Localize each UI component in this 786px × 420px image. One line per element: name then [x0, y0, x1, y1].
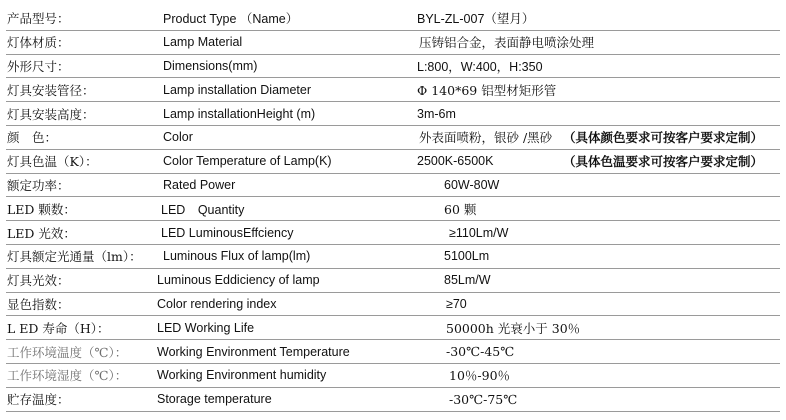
spec-row-color [6, 126, 780, 150]
spec-row-luminous-flux [6, 245, 780, 269]
en-label: LED Quantity [161, 202, 245, 217]
en-label: Working Environment humidity [157, 368, 327, 383]
spec-row-lamp-efficacy [6, 269, 780, 293]
custom-note: （具体色温要求可按客户要求定制） [563, 154, 764, 170]
cn-label: 灯体材质： [7, 35, 70, 51]
spec-value: 60W-80W [444, 177, 500, 192]
en-label: LED Working Life [157, 320, 255, 335]
spec-value: 2500K-6500K [417, 154, 494, 169]
en-label: Lamp installationHeight (m) [163, 106, 316, 121]
spec-row-rated-power [6, 174, 780, 198]
en-label: Lamp installation Diameter [163, 82, 311, 97]
spec-value: -30℃-75℃ [449, 391, 518, 407]
spec-value: 外表面喷粉，银砂 /黑砂 [419, 130, 553, 146]
spec-value: 85Lm/W [444, 273, 491, 288]
en-label: Storage temperature [157, 392, 272, 407]
en-label: LED LuminousEffciency [161, 225, 294, 240]
spec-row-led-efficiency [6, 221, 780, 245]
cn-label: 灯具光效： [7, 273, 70, 289]
en-label: Luminous Eddiciency of lamp [157, 273, 320, 288]
cn-label: 工作环境温度（℃）： [7, 344, 128, 360]
cn-label: 显色指数： [7, 296, 70, 312]
spec-row-storage-temperature [6, 388, 780, 412]
en-label: Color [163, 130, 193, 145]
en-label: Product Type （Name） [163, 12, 299, 27]
spec-row-product-type [6, 7, 780, 31]
cn-label: LED 颗数： [7, 201, 76, 217]
en-label: Rated Power [163, 177, 236, 192]
cn-label: 额定功率： [7, 177, 70, 193]
spec-row-install-diameter [6, 78, 780, 102]
spec-value: Φ 140*69 铝型材矩形管 [417, 82, 557, 98]
en-label: Dimensions(mm) [163, 58, 258, 73]
cn-label: LED 光效： [7, 225, 76, 241]
spec-value: ≥70 [446, 296, 467, 311]
spec-value: 60 颗 [444, 201, 477, 217]
spec-row-working-temperature [6, 340, 780, 364]
cn-label: 颜 色： [7, 130, 58, 146]
spec-row-led-quantity [6, 197, 780, 221]
spec-row-cri [6, 293, 780, 317]
custom-note: （具体颜色要求可按客户要求定制） [563, 130, 764, 146]
spec-row-install-height [6, 102, 780, 126]
spec-value: ≥110Lm/W [449, 225, 509, 240]
en-label: Color rendering index [157, 296, 277, 311]
en-label: Luminous Flux of lamp(lm) [163, 249, 311, 264]
spec-value: 10％-90％ [449, 368, 511, 384]
spec-row-dimensions [6, 55, 780, 79]
en-label: Lamp Material [163, 35, 243, 50]
spec-row-working-life [6, 316, 780, 340]
cn-label: 贮存温度： [7, 392, 70, 408]
cn-label: 外形尺寸： [7, 58, 70, 74]
cn-label: L ED 寿命（H）： [7, 320, 110, 336]
cn-label: 灯具额定光通量（lm）： [7, 249, 142, 265]
spec-table [6, 7, 780, 412]
spec-value: 压铸铝合金，表面静电喷涂处理 [419, 35, 595, 51]
cn-label: 工作环境湿度（℃）： [7, 368, 128, 384]
spec-row-color-temperature [6, 150, 780, 174]
cn-label: 灯具色温（K）： [7, 154, 98, 170]
spec-row-material [6, 31, 780, 55]
spec-value: 50000h 光衰小于 30％ [446, 320, 581, 336]
spec-value: -30℃-45℃ [446, 344, 515, 360]
cn-label: 产品型号： [7, 11, 70, 27]
cn-label: 灯具安装高度： [7, 106, 95, 122]
cn-label: 灯具安装管径： [7, 82, 95, 98]
spec-row-working-humidity [6, 364, 780, 388]
spec-value: 5100Lm [444, 249, 490, 264]
en-label: Working Environment Temperature [157, 344, 350, 359]
en-label: Color Temperature of Lamp(K) [163, 154, 332, 169]
spec-value: 3m-6m [417, 106, 456, 121]
spec-value: L:800，W:400，H:350 [417, 59, 543, 74]
spec-value: BYL-ZL-007（望月） [417, 12, 535, 27]
